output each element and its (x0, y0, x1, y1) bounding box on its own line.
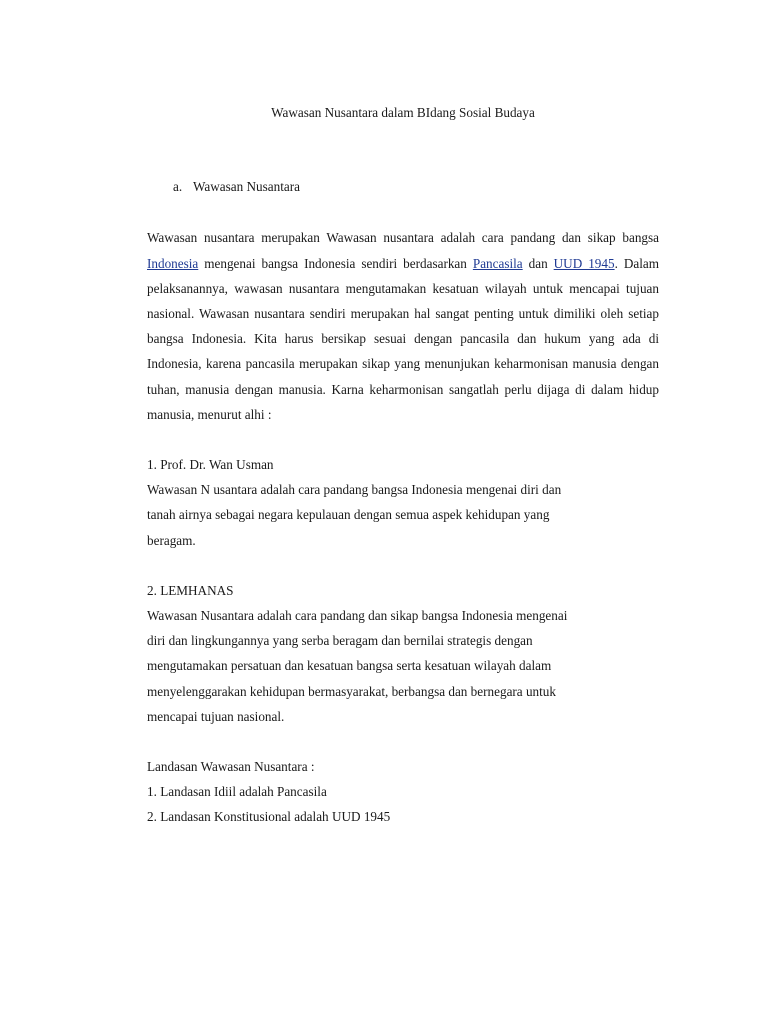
definition-line: menyelenggarakan kehidupan bermasyarakat, berbangsa dan bernegara untuk (147, 683, 556, 699)
landasan-item: 1. Landasan Idiil adalah Pancasila (147, 784, 327, 800)
link-indonesia[interactable]: Indonesia (147, 255, 199, 271)
intro-paragraph (147, 225, 659, 427)
intro-text-4: . Dalam pelaksanannya, wawasan nusantara mengutamakan kesatuan wilayah untuk mencapai tujuan nasional. Wawasan nusantara sendiri merupakan hal sangat penting untuk dimiliki oleh setiap bangsa Indonesia. Kita harus bersikap sesuai dengan pancasila dan hukum yang ada di Indonesia, karena pancasila merupakan sikap yang menunjukan keharmonisan manusia dengan tuhan, manusia dengan manusia. Karna keharmonisan sangatlah perlu dijaga di dalam hidup manusia, menurut alhi : (147, 255, 659, 422)
landasan-heading: Landasan Wawasan Nusantara : (147, 759, 315, 775)
landasan-item: 2. Landasan Konstitusional adalah UUD 1945 (147, 809, 391, 825)
definition-heading: 2. LEMHANAS (147, 582, 234, 598)
intro-text-2: mengenai bangsa Indonesia sendiri berdasarkan (198, 255, 473, 271)
definition-line: mencapai tujuan nasional. (147, 708, 285, 724)
document-title: Wawasan Nusantara dalam BIdang Sosial Budaya (271, 105, 535, 120)
landasan-section (147, 754, 659, 830)
link-uud-1945[interactable]: UUD 1945 (553, 255, 615, 271)
definition-line: diri dan lingkungannya yang serba beragam dan bernilai strategis dengan (147, 633, 533, 649)
section-heading-text: Wawasan Nusantara (193, 179, 300, 195)
definition-line: tanah airnya sebagai negara kepulauan dengan semua aspek kehidupan yang (147, 507, 550, 523)
definition-line: mengutamakan persatuan dan kesatuan bangsa serta kesatuan wilayah dalam (147, 658, 552, 674)
definition-line: beragam. (147, 532, 196, 548)
section-heading (173, 174, 659, 199)
intro-text-1: Wawasan nusantara merupakan Wawasan nusantara adalah cara pandang dan sikap bangsa (147, 230, 659, 246)
definition-line: Wawasan Nusantara adalah cara pandang dan sikap bangsa Indonesia mengenai (147, 608, 568, 624)
link-pancasila[interactable]: Pancasila (472, 255, 523, 271)
definition-wan-usman (147, 452, 659, 553)
intro-text-3: dan (522, 255, 554, 271)
definition-lemhanas (147, 578, 659, 729)
definition-line: Wawasan N usantara adalah cara pandang bangsa Indonesia mengenai diri dan (147, 482, 562, 498)
section-marker: a. (173, 179, 183, 195)
document-page (147, 100, 659, 830)
definition-heading: 1. Prof. Dr. Wan Usman (147, 457, 274, 473)
